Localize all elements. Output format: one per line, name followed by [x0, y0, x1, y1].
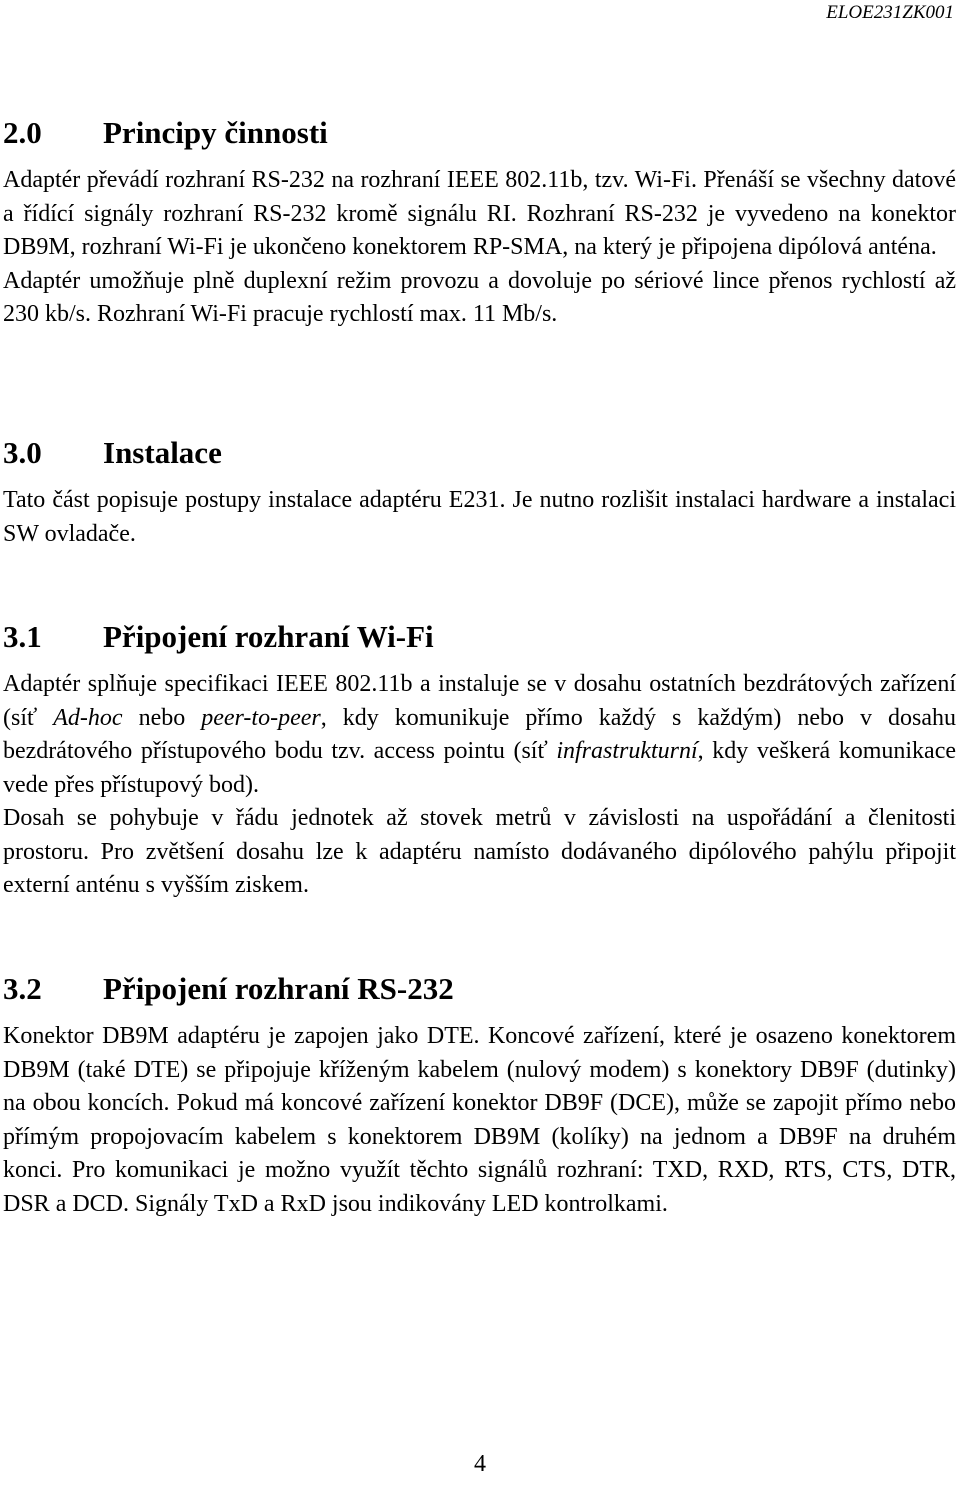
section-heading [3, 618, 956, 656]
section-title: Připojení rozhraní RS-232 [103, 971, 454, 1006]
paragraph [3, 668, 956, 802]
document-code: ELOE231ZK001 [826, 2, 954, 23]
paragraph: Tato část popisuje postupy instalace adaptéru E231. Je nutno rozlišit instalaci hardware a instalaci SW ovladače. [3, 487, 956, 547]
section-wifi-connection [3, 618, 956, 903]
section-principles [3, 114, 956, 332]
section-title: Principy činnosti [103, 115, 328, 150]
paragraph: Adaptér převádí rozhraní RS-232 na rozhraní IEEE 802.11b, tzv. Wi-Fi. Přenáší se všechny datové a řídící signály rozhraní RS-232 kromě signálu RI. Rozhraní RS-232 je vyvedeno na konektor DB9M, rozhraní Wi-Fi je ukončeno konektorem RP-SMA, na který je připojena dipólová anténa. [3, 167, 956, 260]
paragraph: Dosah se pohybuje v řádu jednotek až stovek metrů v závislosti na uspořádání a členitosti prostoru. Pro zvětšení dosahu lze k adaptéru namísto dodávaného dipólového pahýlu připojit externí anténu s vyšším ziskem. [3, 805, 956, 898]
text-run: Adaptér splňuje specifikaci IEEE 802.11b a instaluje se v dosahu ostatních bezdrátových zařízení (síť [3, 671, 956, 731]
italic-term: Ad-hoc [53, 704, 123, 731]
section-title: Instalace [103, 435, 222, 470]
page-number: 4 [474, 1451, 486, 1477]
section-number: 3.1 [3, 619, 42, 654]
section-installation [3, 434, 956, 551]
text-run: , kdy veškerá komunikace vede přes přístupový bod). [3, 738, 956, 798]
section-heading [3, 970, 956, 1008]
paragraph: Adaptér umožňuje plně duplexní režim provozu a dovoluje po sériové lince přenos rychlostí až 230 kb/s. Rozhraní Wi-Fi pracuje rychlostí max. 11 Mb/s. [3, 267, 956, 327]
text-run: , kdy komunikuje přímo každý s každým) nebo v dosahu bezdrátového přístupového bodu tzv. access pointu (síť [3, 704, 956, 764]
section-title: Připojení rozhraní Wi-Fi [103, 619, 434, 654]
italic-term: infrastrukturní [556, 738, 698, 764]
section-rs232-connection [3, 970, 956, 1221]
paragraph: Konektor DB9M adaptéru je zapojen jako DTE. Koncové zařízení, které je osazeno konektorem DB9M (také DTE) se připojuje kříženým kabelem (nulový modem) s konektory DB9F (dutinky) na obou koncích. Pokud má koncové zařízení konektor DB9F (DCE), může se zapojit přímo nebo přímým propojovacím kabelem s konektorem DB9M (kolíky) na jednom a DB9F na druhém konci. Pro komunikaci je možno využít těchto signálů rozhraní: TXD, RXD, RTS, CTS, DTR, DSR a DCD. Signály TxD a RxD jsou indikovány LED kontrolkami. [3, 1023, 956, 1217]
section-number: 2.0 [3, 115, 42, 150]
section-heading [3, 114, 956, 152]
italic-term: peer-to-peer [201, 704, 321, 731]
text-run: nebo [122, 704, 202, 731]
section-number: 3.2 [3, 971, 42, 1006]
section-number: 3.0 [3, 435, 42, 470]
section-heading [3, 434, 956, 472]
